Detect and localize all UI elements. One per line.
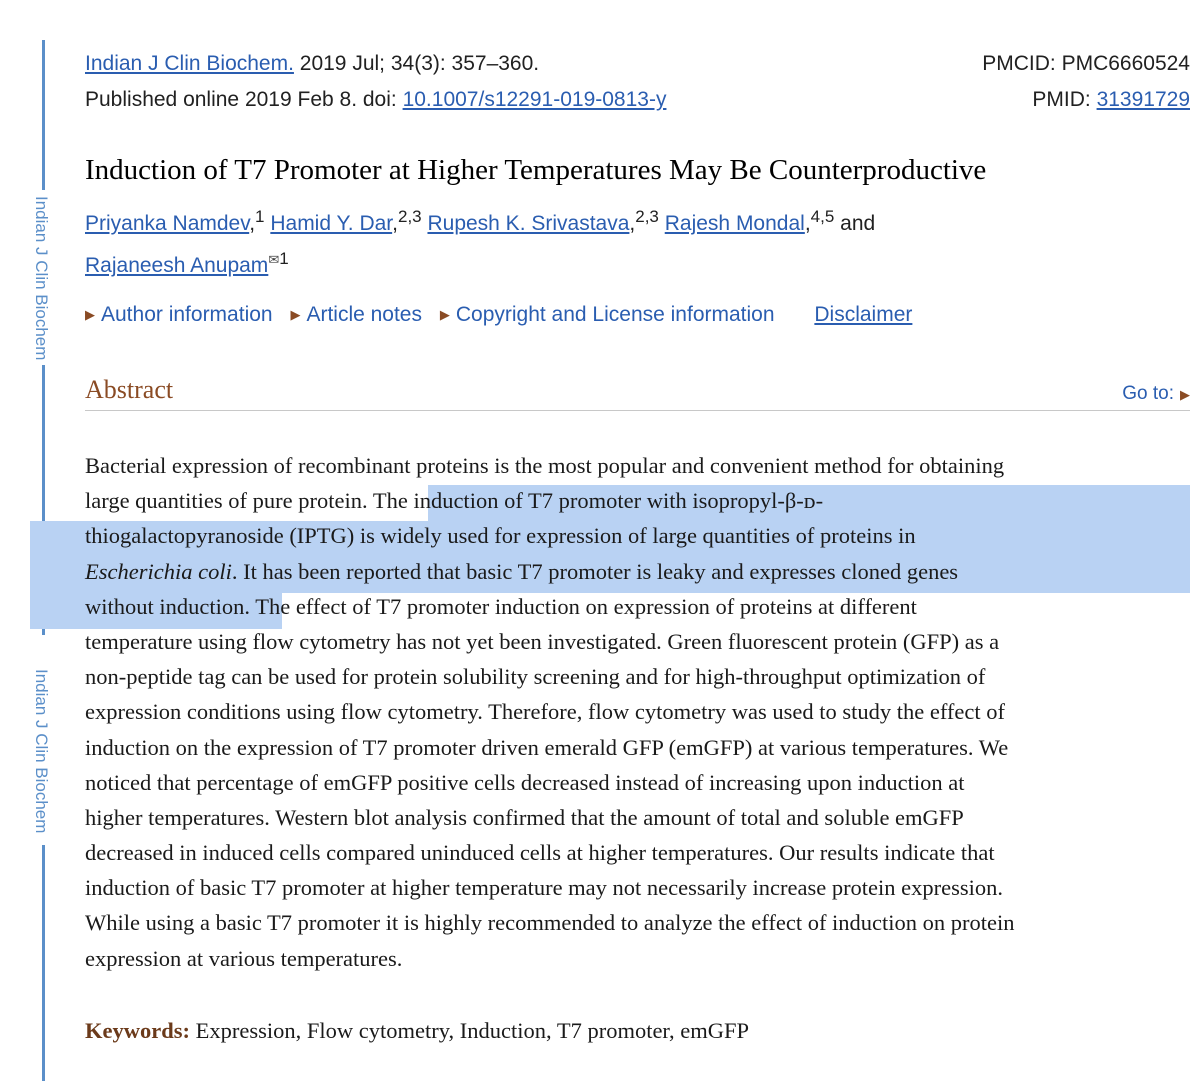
authors-and: and <box>840 212 876 235</box>
abstract-text-run: The effect of T7 promoter induction on expression of proteins at different <box>250 593 917 619</box>
pmcid-text: PMCID: PMC6660524 <box>982 52 1190 75</box>
abstract-text-run: induction on the expression of T7 promoter driven emerald GFP (emGFP) at various temperatures. We <box>85 734 1009 760</box>
author-information-toggle[interactable] <box>85 303 273 326</box>
abstract-text-run: While using a basic T7 promoter it is highly recommended to analyze the effect of induction on protein <box>85 910 1015 936</box>
article-notes-label: Article notes <box>306 303 422 326</box>
copyright-label: Copyright and License information <box>455 303 775 326</box>
keywords-line <box>85 1013 749 1049</box>
abstract-heading-bar <box>85 370 1190 411</box>
abstract-line <box>85 765 1193 800</box>
selected-text: . It has been reported that basic T7 promoter is leaky and expresses cloned genes <box>231 558 959 584</box>
abstract-text-run: non-peptide tag can be used for protein solubility screening and for high-throughput optimization of <box>85 664 986 690</box>
rail-journal-label[interactable]: Indian J Clin Biochem <box>28 660 54 843</box>
author-list: Priyanka Namdev,$^1$ Hamid Y. Dar,$^{2,3}$ Rupesh K. Srivastava,$^{2,3}$ Rajesh Mondal,$^{4,5}$ and Rajaneesh Anupam$^{✉1}$ <box>85 207 876 277</box>
author-affiliation: 4,5 <box>810 207 835 226</box>
abstract-text-run: higher temperatures. Western blot analysis confirmed that the amount of total and soluble emGFP <box>85 804 964 830</box>
pmid-label: PMID: <box>1032 88 1097 111</box>
pmid-link[interactable]: 31391729 <box>1096 88 1190 111</box>
keywords-label: Keywords: <box>85 1018 190 1043</box>
abstract-text-run: induction of basic T7 promoter at higher temperature may not necessarily increase protein expression. <box>85 875 1004 901</box>
abstract-line <box>85 905 1193 940</box>
abstract-text-run: decreased in induced cells compared uninduced cells at higher temperatures. Our results indicate that <box>85 840 995 866</box>
author-affiliation: 1 <box>255 207 265 226</box>
expand-triangle-icon: ▶ <box>439 307 450 322</box>
article-notes-toggle[interactable] <box>290 303 422 326</box>
article-meta-links <box>85 300 912 330</box>
abstract-line <box>85 518 1193 553</box>
author-link[interactable]: Rupesh K. Srivastava <box>427 212 630 235</box>
doi-link[interactable]: 10.1007/s12291-019-0813-y <box>402 88 667 111</box>
abstract-text-run: expression at various temperatures. <box>85 945 403 971</box>
goto-label: Go to: <box>1122 383 1174 404</box>
keywords-text: Expression, Flow cytometry, Induction, T7 promoter, emGFP <box>190 1018 750 1043</box>
rail-journal-label[interactable]: Indian J Clin Biochem <box>28 192 54 364</box>
abstract-line <box>85 554 1193 589</box>
abstract-text-run: Bacterial expression of recombinant proteins is the most popular and convenient method for obtaining <box>85 453 1005 478</box>
goto-triangle-icon: ▶ <box>1180 387 1190 402</box>
journal-link[interactable]: Indian J Clin Biochem. <box>85 52 294 75</box>
abstract-line <box>85 624 1193 659</box>
abstract-line <box>85 483 1193 518</box>
citation-block <box>85 46 1190 118</box>
author-link[interactable]: Rajesh Mondal <box>664 212 805 235</box>
abstract-heading: Abstract <box>85 375 174 404</box>
abstract-line <box>85 800 1193 835</box>
abstract-text-run: expression conditions using flow cytometry. Therefore, flow cytometry was used to study the effect of <box>85 699 1005 725</box>
author-link[interactable]: Priyanka Namdev <box>85 212 250 235</box>
issue-text: 2019 Jul; 34(3): 357–360. <box>293 52 540 75</box>
selected-text: without induction. <box>85 593 250 619</box>
author-affiliation: 2,3 <box>397 207 422 226</box>
published-text: Published online 2019 Feb 8. doi: <box>85 88 403 111</box>
abstract-line <box>85 694 1193 729</box>
abstract-line <box>85 835 1193 870</box>
selected-text: thiogalactopyranoside (IPTG) is widely used for expression of large quantities of proteins in <box>85 523 916 549</box>
author-affiliation: 2,3 <box>635 207 659 226</box>
species-name: Escherichia coli <box>85 558 232 584</box>
expand-triangle-icon: ▶ <box>290 307 301 322</box>
rail-segment <box>42 845 45 1081</box>
author-link[interactable]: Rajaneesh Anupam <box>85 254 269 277</box>
abstract-line <box>85 941 1193 976</box>
author-affiliation: 1 <box>279 249 289 268</box>
abstract-text-run: noticed that percentage of emGFP positive cells decreased instead of increasing upon induction at <box>85 769 965 795</box>
abstract-text <box>85 448 1193 976</box>
abstract-line <box>85 730 1193 765</box>
expand-triangle-icon: ▶ <box>85 307 95 322</box>
email-icon[interactable]: ✉ <box>268 252 280 267</box>
author-information-label: Author information <box>101 303 273 326</box>
journal-issue-line <box>85 46 539 82</box>
rail-segment <box>42 40 45 190</box>
abstract-line <box>85 448 1193 483</box>
copyright-toggle[interactable] <box>440 303 775 326</box>
abstract-line <box>85 659 1193 694</box>
goto-menu[interactable] <box>1122 383 1190 410</box>
abstract-text-run: large quantities of pure protein. <box>85 488 373 514</box>
selected-text: The induction of T7 promoter with isopropyl-β-ᴅ- <box>372 488 824 514</box>
abstract-line <box>85 870 1193 905</box>
abstract-text-run: temperature using flow cytometry has not yet been investigated. Green fluorescent protein (GFP) as a <box>85 628 1000 654</box>
pmid-line <box>1032 82 1190 118</box>
abstract-line <box>85 589 1193 624</box>
disclaimer-link[interactable]: Disclaimer <box>814 303 913 326</box>
article-title: Induction of T7 Promoter at Higher Temperatures May Be Counterproductive <box>85 154 987 186</box>
author-link[interactable]: Hamid Y. Dar <box>270 212 393 235</box>
published-line <box>85 82 666 118</box>
